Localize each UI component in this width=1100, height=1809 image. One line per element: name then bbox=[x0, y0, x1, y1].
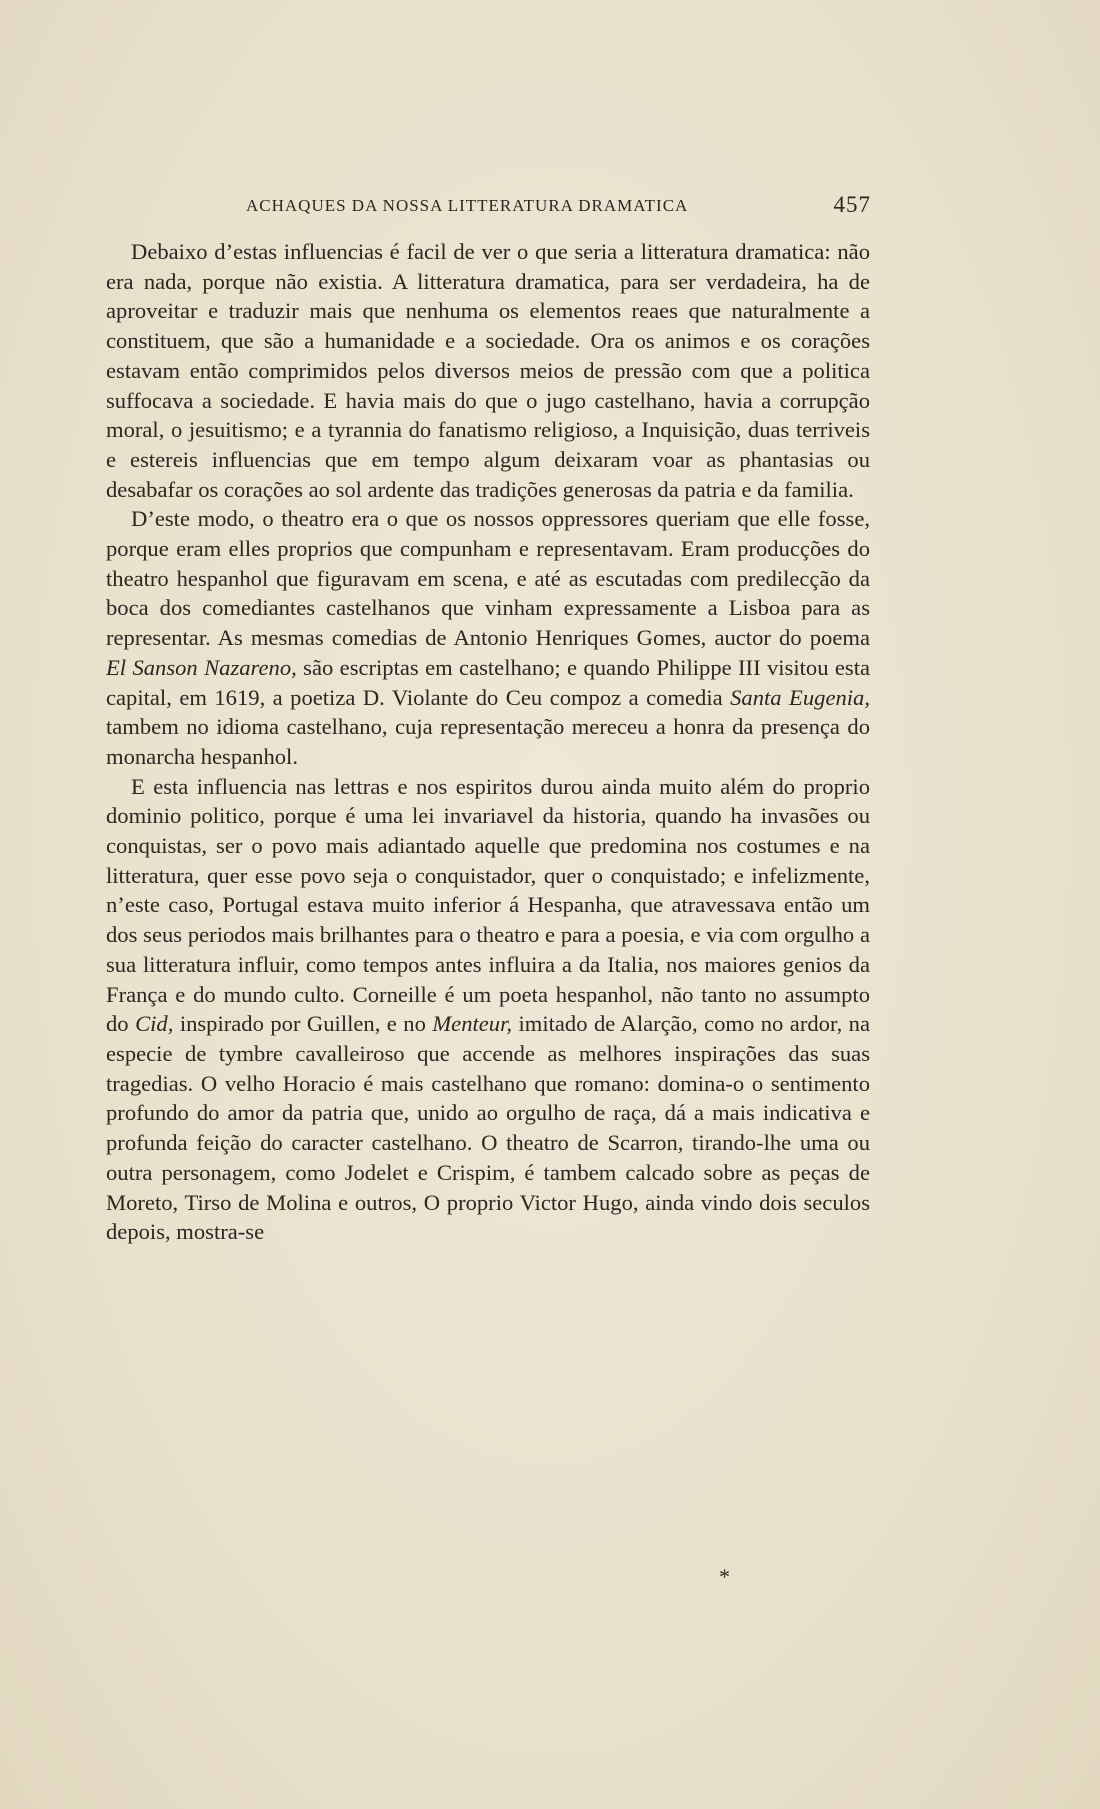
paragraph-3 bbox=[106, 772, 870, 1247]
page-header bbox=[246, 192, 871, 222]
signature-mark: * bbox=[719, 1564, 730, 1589]
paragraph-2-text-b: são escriptas em castelhano; e quando Philippe III visitou esta capital, em 1619, a poetiza D. Violante do Ceu compoz a comedia bbox=[106, 654, 870, 710]
paragraph-2-text-a: D’este modo, o theatro era o que os nossos oppressores queriam que elle fosse, porque eram elles proprios que compunham e representavam. Eram producções do theatro hespanhol que figuravam em scena, e até as escutadas com predilecção da boca dos comediantes castelhanos que vinham expressamente a Lisboa para as representar. As mesmas comedias de Antonio Henriques Gomes, auctor do poema bbox=[106, 506, 870, 651]
paragraph-1 bbox=[106, 237, 870, 504]
paragraph-3-text-a: E esta influencia nas lettras e nos espiritos durou ainda muito além do proprio dominio politico, porque é uma lei invariavel da historia, quando ha invasões ou conquistas, ser o povo mais adiantado aquelle que predomina nos costumes e na litteratura, quer esse povo seja o conquistador, quer o conquistado; e infelizmente, n’este caso, Portugal estava muito inferior á Hespanha, que atravessava então um dos seus periodos mais brilhantes para o theatro e para a poesia, e via com orgulho a sua litteratura influir, como tempos antes influira a da Italia, nos maiores genios da França e do mundo culto. Corneille é um poeta hespanhol, não tanto no assumpto do bbox=[106, 773, 870, 1037]
work-title-menteur: Menteur, bbox=[432, 1011, 513, 1037]
paragraph-2 bbox=[106, 504, 870, 771]
paragraph-3-text-c: imitado de Alarção, como no ardor, na especie de tymbre cavalleiroso que accende as melhores inspirações das suas tragedias. O velho Horacio é mais castelhano que romano: domina-o o sentimento profundo do amor da patria que, unido ao orgulho de raça, dá a mais indicativa e profunda feição do caracter castelhano. O theatro de Scarron, tirando-lhe uma ou outra personagem, como Jodelet e Crispim, é tambem calcado sobre as peças de Moreto, Tirso de Molina e outros, O proprio Victor Hugo, ainda vindo dois seculos depois, mostra-se bbox=[106, 1011, 871, 1245]
work-title-el-sanson-nazareno: El Sanson Nazareno, bbox=[106, 654, 297, 680]
work-title-santa-eugenia: Santa Eugenia, bbox=[730, 684, 870, 710]
paragraph-1-text: Debaixo d’estas influencias é facil de ver o que seria a litteratura dramatica: não era nada, porque não existia. A litteratura dramatica, para ser verdadeira, ha de aproveitar e traduzir mais que nenhuma os elementos reaes que naturalmente a constituem, que são a humanidade e a sociedade. Ora os animos e os corações estavam então comprimidos pelos diversos meios de pressão com que a politica suffocava a sociedade. E havia mais do que o jugo castelhano, havia a corrupção moral, o jesuitismo; e a tyrannia do fanatismo religioso, a Inquisição, duas terriveis e estereis influencias que em tempo algum deixaram voar as phantasias ou desabafar os corações ao sol ardente das tradições generosas da patria e da familia. bbox=[106, 239, 870, 502]
running-title: ACHAQUES DA NOSSA LITTERATURA DRAMATICA bbox=[246, 196, 689, 215]
work-title-cid: Cid, bbox=[135, 1011, 174, 1037]
page-number: 457 bbox=[833, 192, 871, 217]
body-text bbox=[106, 237, 870, 1247]
paragraph-3-text-b: inspirado por Guillen, e no bbox=[173, 1011, 433, 1037]
paragraph-2-text-c: tambem no idioma castelhano, cuja representação mereceu a honra da presença do monarcha hespanhol. bbox=[106, 714, 870, 769]
